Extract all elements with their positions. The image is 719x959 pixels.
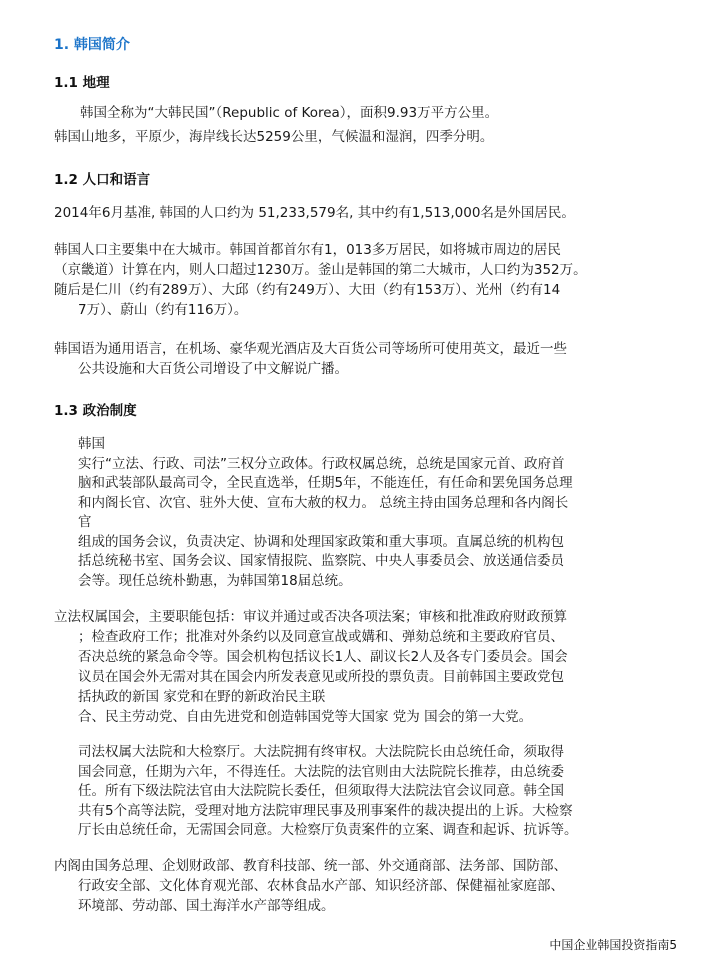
population-heading: 1.2 人口和语言	[54, 172, 151, 188]
cabinet-line: 行政安全部、文化体育观光部、农林食品水产部、知识经济部、保健福祉家庭部、	[78, 878, 564, 894]
legislative-line: 议员在国会外无需对其在国会内所发表意见或所投的票负责。目前韩国主要政党包	[78, 669, 564, 685]
geography-line-1: 韩国全称为“大韩民国”（Republic of Korea），面积9.93万平方公里。	[80, 105, 499, 121]
section-title: 1. 韩国简介	[54, 37, 130, 53]
population-para2-line: 7万）、蔚山（约有116万）。	[78, 302, 248, 318]
text-line: 共有5个高等法院，受理对地方法院审理民事及刑事案件的裁决提出的上诉。大检察	[78, 802, 573, 819]
text-line: 韩国	[78, 436, 105, 452]
politics-heading: 1.3 政治制度	[54, 403, 137, 419]
legislative-line: ；检查政府工作；批准对外条约以及同意宣战或媾和、弹劾总统和主要政府官员、	[78, 629, 564, 645]
cabinet-line: 环境部、劳动部、国土海洋水产部等组成。	[78, 898, 335, 914]
legislative-line: 立法权属国会，主要职能包括：审议并通过或否决各项法案；审核和批准政府财政预算	[54, 609, 567, 625]
text-line: 实行“立法、行政、司法”三权分立政体。行政权属总统，总统是国家元首、政府首	[78, 455, 565, 472]
cabinet-line: 内阁由国务总理、企划财政部、教育科技部、统一部、外交通商部、法务部、国防部、	[54, 858, 567, 874]
page-footer	[549, 936, 677, 953]
text-line: 和内阁长官、次官、驻外大使、宣布大赦的权力。 总统主持由国务总理和各内阁长	[78, 494, 569, 511]
text-line: 会等。现任总统朴勤惠，为韩国第18届总统。	[78, 572, 352, 589]
text-line: 任。所有下级法院法官由大法院院长委任，但须取得大法院法官会议同意。韩全国	[78, 783, 564, 799]
page-number: 5	[669, 938, 677, 952]
population-para2-line: 韩国人口主要集中在大城市。韩国首都首尔有1，013多万居民，如将城市周边的居民	[54, 242, 561, 258]
text-line: 组成的国务会议，负责决定、协调和处理国家政策和重大事项。直属总统的机构包	[78, 533, 564, 550]
language-line: 韩国语为通用语言，在机场、豪华观光酒店及大百货公司等场所可使用英文，最近一些	[54, 341, 567, 357]
text-line: 国会同意，任期为六年，不得连任。大法院的法官则由大法院院长推荐，由总统委	[78, 763, 564, 780]
legislative-line: 括执政的新国 家党和在野的新政治民主联	[78, 689, 326, 705]
geography-heading: 1.1 地理	[54, 75, 110, 91]
text-line: 厅长由总统任命，无需国会同意。大检察厅负责案件的立案、调查和起诉、抗诉等。	[78, 822, 578, 838]
language-line: 公共设施和大百货公司增设了中文解说广播。	[78, 361, 348, 377]
population-line-1: 2014年6月基准, 韩国的人口约为 51,233,579名, 其中约有1,513,000名是外国居民。	[54, 205, 575, 221]
legislative-line: 合、民主劳动党、自由先进党和创造韩国党等大国家 党为 国会的第一大党。	[78, 709, 533, 725]
text-line: 官	[78, 514, 92, 530]
judicial-block	[78, 743, 578, 841]
footer-title: 中国企业韩国投资指南	[549, 938, 670, 952]
text-line: 司法权属大法院和大检察厅。大法院拥有终审权。大法院院长由总统任命，须取得	[78, 744, 564, 760]
text-line: 括总统秘书室、国务会议、国家情报院、监察院、中央人事委员会、放送通信委员	[78, 553, 564, 569]
legislative-line: 否决总统的紧急命令等。国会机构包括议长1人、副议长2人及各专门委员会。国会	[78, 649, 568, 665]
population-para2-line: （京畿道）计算在内，则人口超过1230万。釜山是韩国的第二大城市，人口约为352万。	[54, 262, 587, 278]
geography-line-2: 韩国山地多，平原少，海岸线长达5259公里，气候温和湿润，四季分明。	[54, 129, 494, 145]
population-para2-line: 随后是仁川（约有289万）、大邱（约有249万）、大田（约有153万）、光州（约有14	[54, 282, 561, 298]
text-line: 脑和武装部队最高司令，全民直选举，任期5年，不能连任，有任命和罢免国务总理	[78, 475, 573, 491]
politics-executive-block	[78, 435, 573, 591]
